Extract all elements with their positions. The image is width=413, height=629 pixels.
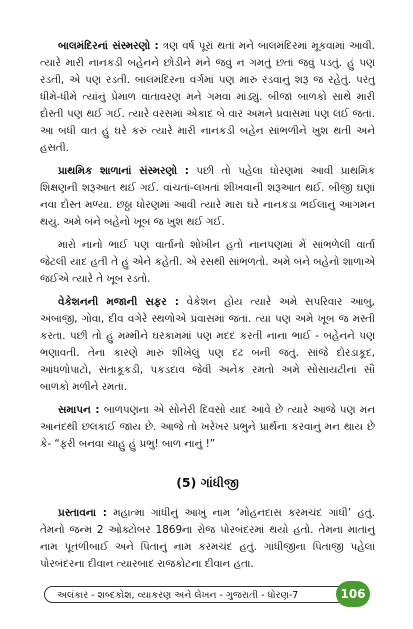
paragraph-primary-school	[40, 163, 375, 231]
paragraph-introduction	[40, 505, 375, 573]
paragraph-text: મારો નાનો ભાઈ પણ વાર્તાનો શોખીન હતો નાનપણમાં મેં સાંભળેલી વાર્તા જેટલી યાદ હતી તે હું એને કહેતી. એ રસથી સાંભળતો. અમે બંને બહેનો શાળાએ જઈએ ત્યારે તે ખૂબ રડતો.	[40, 239, 375, 285]
paragraph-text: વેકેશન હોય ત્યારે અમે સપરિવાર આબુ, અંબાજી, ગોવા, દીવ વગેરે સ્થળોએ પ્રવાસમાં જતાં. ત્યાં પણ અમે ખૂબ જ મસ્તી કરતા. પછી તો હું મમ્મીને ઘરકામમાં પણ મદદ કરતી નાના ભાઈ - બહેનને પણ ભણાવતી. તેના કારણે મારું શીખેલું પણ દઢ બની જતું. સાંજે દોરડાકૂદ, આંધળોપાટો, સંતાકૂકડી, પકડદાવ જેવી અનેક રમતો અમે સોસાયટીનાં સૌ બાળકો મળીને રમતાં.	[40, 296, 375, 393]
paragraph-conclusion	[40, 402, 375, 453]
paragraph-lead: પ્રાથમિક શાળાનાં સંસ્મરણો :	[58, 165, 189, 177]
paragraph-lead: પ્રસ્તાવના :	[58, 507, 107, 519]
paragraph-vacation	[40, 294, 375, 396]
paragraph-text: પછી તો પહેલા ધોરણમાં આવી પ્રાથમિક શિક્ષણની શરૂઆત થઈ ગઈ. વાંચતાં-લખતાં શીખવાની શરૂઆત થઈ. બીજી ઘણાં નવા દોસ્ત મળ્યા. છઠ્ઠા ધોરણમાં આવી ત્યારે મારા ઘરે નાનકડા ભઈલાનું આગમન થયું. અમે બંને બહેનો ખૂબ જ ખુશ થઈ ગઈ.	[40, 165, 375, 228]
paragraph-lead: વેકેશનની મજાની સફર :	[58, 296, 179, 308]
paragraph-lead: બાલમંદિરનાં સંસ્મરણો :	[58, 40, 159, 52]
footer-book-title: અલંકાર - શબ્દકોશ, વ્યાકરણ અને લેખન - ગુજરાતી - ધોરણ-7	[44, 586, 366, 603]
page-number-badge: 106	[336, 581, 370, 607]
paragraph-lead: સમાપન :	[58, 404, 100, 416]
paragraph-brother	[40, 237, 375, 288]
page-body	[40, 38, 375, 579]
paragraph-kindergarten	[40, 38, 375, 157]
section-heading: (5) ગાંધીજી	[176, 475, 239, 490]
paragraph-text: મહાત્મા ગાંધીનું આખું નામ ‘મોહનદાસ કરમચંદ ગાંધી’ હતું. તેમનો જન્મ 2 ઓક્ટોબર 1869ના રોજ પોરબંદરમાં થયો હતો. તેમના માતાનું નામ પૂતળીબાઈ અને પિતાનું નામ કરમચંદ હતું. ગાંધીજીના પિતાજી પહેલાં પોરબંદરના દીવાન ત્યારબાદ રાજકોટના દીવાન હતા.	[40, 507, 375, 570]
paragraph-text: ત્રણ વર્ષ પૂરાં થતાં મને બાલમંદિરમાં મૂકવામાં આવી. ત્યારે મારી નાનકડી બહેનને છોડીને મને જવું ન ગમતું છતાં જવું પડતું. હું પણ રડતી, એ પણ રડતી. બાલમંદિરના વર્ગમાં પણ મારું રડવાનું શરૂ જ રહેતું. પરંતુ ધીમે-ધીમે ત્યાંનું પ્રેમાળ વાતાવરણ મને ગમવા માંડ્યું. બીજાં બાળકો સાથે મારી દોસ્તી પણ થઈ ગઈ. ત્યારે વરસમાં એકાદ બે વાર અમને પ્રવાસમાં પણ લઈ જતાં. આ બધી વાત હું ઘરે કરું ત્યારે મારી નાનકડી બહેન સાંભળીને ખુશ થતી અને હસતી.	[40, 40, 375, 154]
paragraph-text: બાળપણના એ સોનેરી દિવસો યાદ આવે છે ત્યારે આજે પણ મન આનંદથી છલકાઈ જાય છે. આજે તો ખરેખર પ્રભુને પ્રાર્થના કરવાનું મન થાય છે કે- “ફરી બનવા ચાહુ હું પ્રભુ! બાળ નાનું !”	[40, 404, 375, 450]
